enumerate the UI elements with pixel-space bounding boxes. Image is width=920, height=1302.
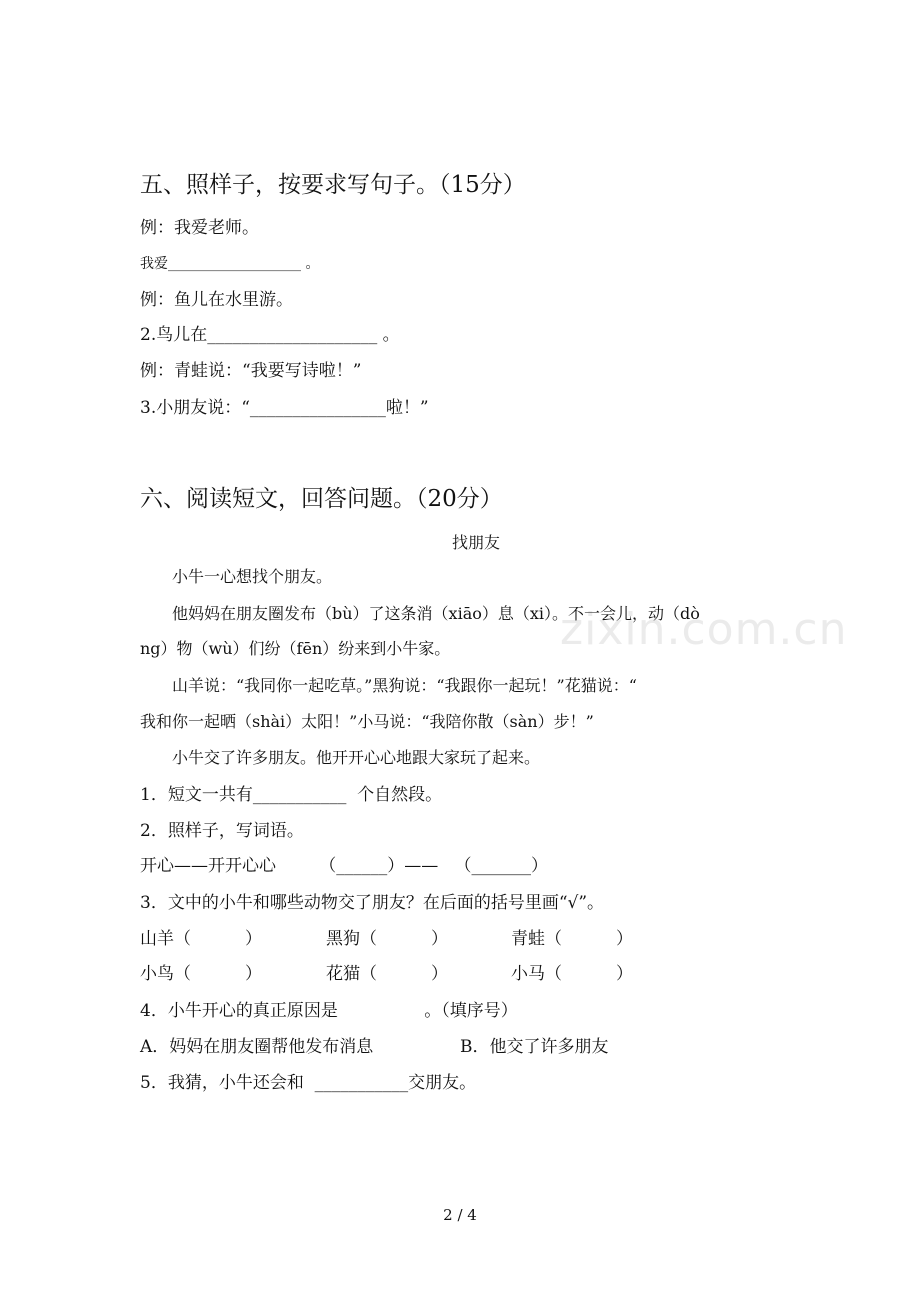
option-horse: 小马（ ） bbox=[511, 964, 634, 984]
section6-heading: 六、阅读短文，回答问题。（20分） bbox=[140, 486, 503, 512]
story-paragraph-2-line-1: 他妈妈在朋友圈发布（bù）了这条消（xiāo）息（xi）。不一会儿，动（dò bbox=[172, 604, 700, 623]
section5-exercise-1: 我爱___________________ 。 bbox=[140, 256, 320, 272]
question-4-option-a: A．妈妈在朋友圈帮他发布消息 bbox=[140, 1037, 374, 1057]
story-paragraph-3-line-1: 山羊说：“我同你一起吃草。”黑狗说：“我跟你一起玩！”花猫说：“ bbox=[172, 676, 637, 695]
section5-heading: 五、照样子，按要求写句子。（15分） bbox=[140, 172, 526, 198]
option-cat: 花猫（ ） bbox=[326, 964, 449, 984]
question-4-option-b: B．他交了许多朋友 bbox=[460, 1037, 609, 1057]
story-paragraph-2-line-2: ng）物（wù）们纷（fēn）纷来到小牛家。 bbox=[140, 639, 451, 658]
section5-example-2: 例：鱼儿在水里游。 bbox=[140, 290, 293, 310]
question-3: 3．文中的小牛和哪些动物交了朋友？在后面的括号里画“√”。 bbox=[140, 893, 605, 913]
option-frog: 青蛙（ ） bbox=[511, 929, 634, 949]
section5-exercise-2: 2.鸟儿在____________________ 。 bbox=[140, 325, 400, 345]
question-2-example: 开心——开开心心 （______）—— （_______） bbox=[140, 856, 548, 876]
question-5: 5．我猜，小牛还会和 ___________交朋友。 bbox=[140, 1073, 477, 1093]
section5-exercise-3: 3.小朋友说：“________________啦！” bbox=[140, 398, 429, 418]
option-bird: 小鸟（ ） bbox=[140, 964, 263, 984]
question-1: 1．短文一共有___________ 个自然段。 bbox=[140, 785, 443, 805]
story-paragraph-4: 小牛交了许多朋友。他开开心心地跟大家玩了起来。 bbox=[172, 748, 541, 767]
question-4: 4．小牛开心的真正原因是 。（填序号） bbox=[140, 1001, 518, 1021]
story-paragraph-1: 小牛一心想找个朋友。 bbox=[172, 567, 333, 586]
section5-example-3: 例：青蛙说：“我要写诗啦！” bbox=[140, 361, 362, 381]
option-goat: 山羊（ ） bbox=[140, 929, 263, 949]
section5-example-1: 例：我爱老师。 bbox=[140, 218, 259, 238]
watermark: zixin.com.cn bbox=[560, 604, 848, 655]
story-paragraph-3-line-2: 我和你一起晒（shài）太阳！”小马说：“我陪你散（sàn）步！” bbox=[140, 712, 594, 731]
option-black-dog: 黑狗（ ） bbox=[326, 929, 449, 949]
question-2: 2．照样子，写词语。 bbox=[140, 821, 304, 841]
page-number: 2 / 4 bbox=[443, 1206, 477, 1224]
story-title: 找朋友 bbox=[451, 533, 500, 552]
